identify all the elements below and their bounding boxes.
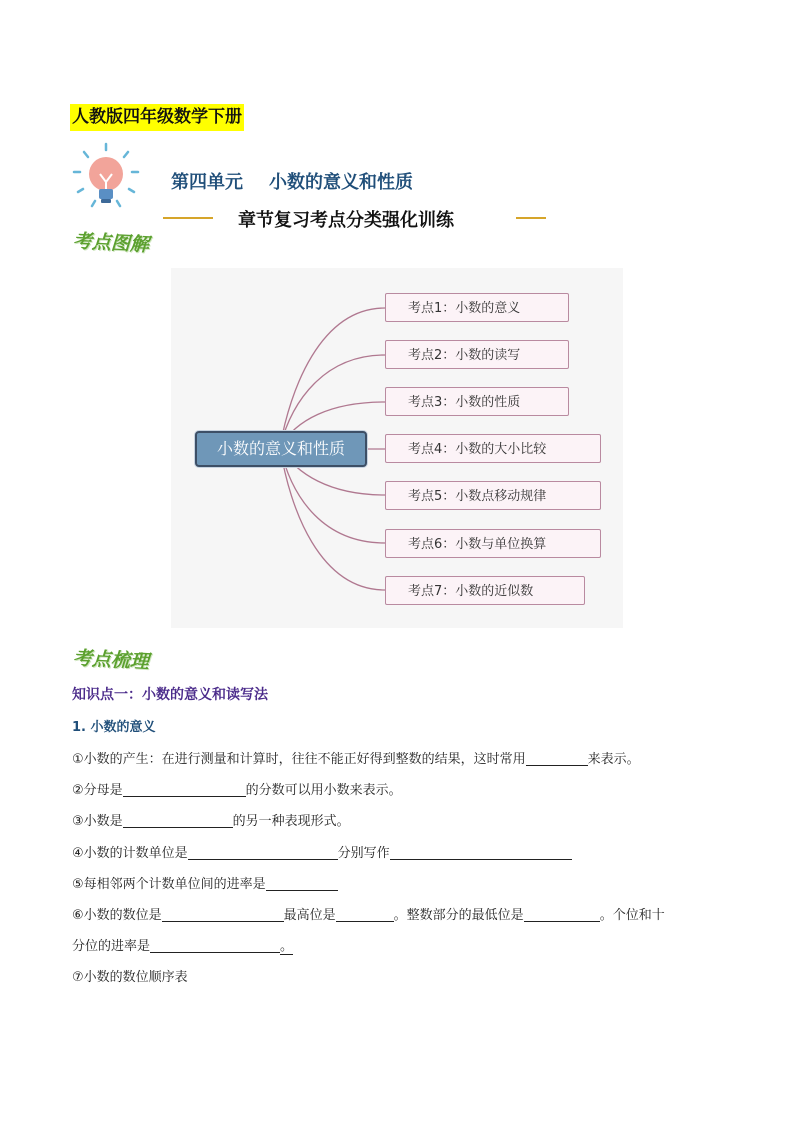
branch-1 <box>280 308 385 447</box>
mindmap-node-2: 考点2：小数的读写 <box>385 340 569 369</box>
item-6-blank-1[interactable] <box>162 907 284 922</box>
mindmap-node-1: 考点1：小数的意义 <box>385 293 569 322</box>
item-1-blank[interactable] <box>526 751 588 766</box>
item-2-blank[interactable] <box>123 782 246 797</box>
item-3-blank[interactable] <box>123 813 233 828</box>
subtitle: 章节复习考点分类强化训练 <box>238 210 454 231</box>
item-7-text-a: ⑦小数的数位顺序表 <box>72 970 188 985</box>
item-6-cont <box>72 935 293 954</box>
mindmap-root: 小数的意义和性质 <box>195 431 367 467</box>
item-5 <box>72 873 338 892</box>
item-4-blank-1[interactable] <box>188 845 338 860</box>
item-6-text-c: 。整数部分的最低位是 <box>393 908 524 923</box>
item-6-blank-4[interactable] <box>150 938 280 953</box>
item-2 <box>72 779 402 798</box>
item-5-blank[interactable] <box>266 876 338 891</box>
item-2-text-a: ②分母是 <box>72 783 123 798</box>
item-7 <box>72 966 188 985</box>
item-1-text-b: 来表示。 <box>587 752 640 767</box>
item-4-text-b: 分别写作 <box>337 846 390 861</box>
branch-7 <box>280 447 385 590</box>
section-label-diagram: 考点图解 <box>72 230 150 256</box>
item-6-text-b: 最高位是 <box>283 908 336 923</box>
item-3 <box>72 810 350 829</box>
mindmap-node-5: 考点5：小数点移动规律 <box>385 481 601 510</box>
unit-name: 小数的意义和性质 <box>269 172 413 193</box>
item-1-text-a: ①小数的产生：在进行测量和计算时，往往不能正好得到整数的结果，这时常用 <box>72 752 526 767</box>
item-6-blank-3[interactable] <box>524 907 600 922</box>
item-4-blank-2[interactable] <box>390 845 572 860</box>
section-label-review: 考点梳理 <box>72 647 150 673</box>
item-6 <box>72 904 665 923</box>
item-5-text-a: ⑤每相邻两个计数单位间的进率是 <box>72 877 266 892</box>
knowledge-point-heading: 知识点一：小数的意义和读写法 <box>72 687 268 703</box>
item-6-blank-2[interactable] <box>336 907 394 922</box>
item-6-text-f: 。 <box>280 939 294 954</box>
mindmap-node-7: 考点7：小数的近似数 <box>385 576 585 605</box>
item-6-text-e: 分位的进率是 <box>72 939 151 954</box>
mindmap-node-6: 考点6：小数与单位换算 <box>385 529 601 558</box>
mindmap-node-4: 考点4：小数的大小比较 <box>385 434 601 463</box>
book-title: 人教版四年级数学下册 <box>70 104 244 131</box>
item-6-text-d: 。个位和十 <box>599 908 665 923</box>
mindmap-node-3: 考点3：小数的性质 <box>385 387 569 416</box>
item-2-text-b: 的分数可以用小数来表示。 <box>245 783 402 798</box>
item-6-text-a: ⑥小数的数位是 <box>72 908 162 923</box>
item-4 <box>72 842 572 861</box>
sub-heading: 1. 小数的意义 <box>72 720 156 735</box>
item-3-text-a: ③小数是 <box>72 814 123 829</box>
item-4-text-a: ④小数的计数单位是 <box>72 846 188 861</box>
item-1 <box>72 748 640 767</box>
item-3-text-b: 的另一种表现形式。 <box>232 814 350 829</box>
unit-number: 第四单元 <box>171 172 243 193</box>
